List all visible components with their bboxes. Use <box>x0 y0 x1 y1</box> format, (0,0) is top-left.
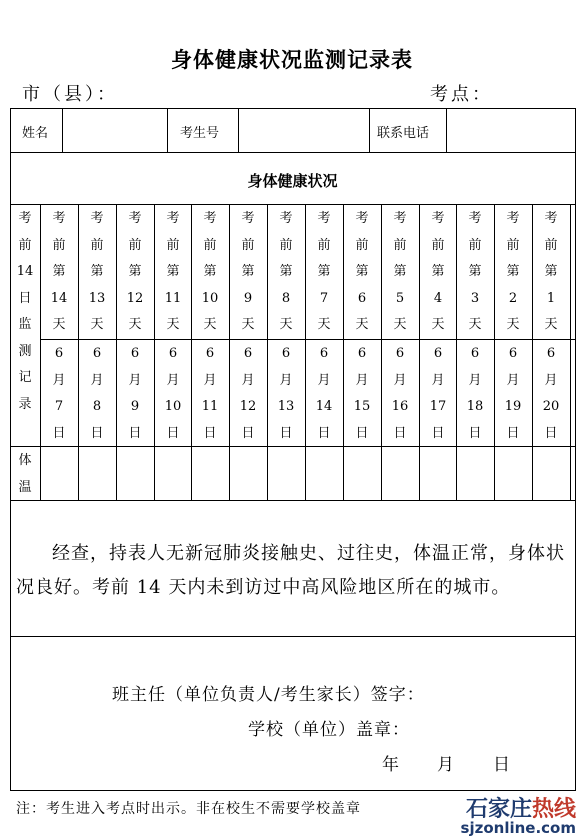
temperature-entry-cell[interactable] <box>229 447 267 500</box>
date-cell: 6 月 15 日 <box>353 346 371 441</box>
date-cell: 6 月 17 日 <box>429 346 447 441</box>
row-divider <box>10 636 576 637</box>
temperature-entry-cell[interactable] <box>40 447 78 500</box>
temperature-entry-cell[interactable] <box>191 447 229 500</box>
date-cell: 6 月 7 日 <box>52 346 66 441</box>
phone-label: 联系电话 <box>377 126 430 141</box>
day-label-cell: 考 前 第 3 天 <box>468 211 482 332</box>
date-day-label: 日 <box>493 755 510 775</box>
table-top-border <box>10 108 576 109</box>
cell-divider <box>238 108 239 152</box>
cell-divider <box>167 108 168 152</box>
day-label-cell: 考 前 第 7 天 <box>317 211 331 332</box>
cell-divider <box>369 108 370 152</box>
temperature-entry-cell[interactable] <box>456 447 494 500</box>
day-label-cell: 考 前 第 14 天 <box>50 211 68 332</box>
temperature-entry-cell[interactable] <box>419 447 457 500</box>
footnote: 注：考生进入考点时出示。非在校生不需要学校盖章 <box>16 801 361 817</box>
signature-label: 班主任（单位负责人/考生家长）签字： <box>112 685 425 705</box>
date-cell: 6 月 8 日 <box>90 346 104 441</box>
row-header-days: 考 前 14 日 监 测 记 录 <box>16 211 34 412</box>
day-label-cell: 考 前 第 5 天 <box>393 211 407 332</box>
health-statement: 经查，持表人无新冠肺炎接触史、过往史，体温正常，身体状况良好。考前 14 天内未到访过中高风险地区所在的城市。 <box>16 543 565 598</box>
temperature-entry-cell[interactable] <box>532 447 570 500</box>
table-right-border <box>575 108 576 790</box>
name-label: 姓名 <box>22 126 49 141</box>
cell-divider <box>446 108 447 152</box>
exam-number-label: 考生号 <box>180 126 220 141</box>
date-month-label: 月 <box>437 755 454 775</box>
school-seal-label: 学校（单位）盖章： <box>248 720 410 740</box>
row-header-temperature: 体 温 <box>18 453 32 495</box>
date-year-label: 年 <box>382 755 399 775</box>
table-bottom-border <box>10 790 576 791</box>
date-cell: 6 月 13 日 <box>277 346 295 441</box>
temperature-entry-cell[interactable] <box>154 447 192 500</box>
row-divider <box>10 500 576 501</box>
temperature-entry-cell[interactable] <box>116 447 154 500</box>
cell-divider <box>62 108 63 152</box>
temperature-entry-cell[interactable] <box>267 447 305 500</box>
city-label: 市（县）： <box>22 84 118 105</box>
day-label-cell: 考 前 第 12 天 <box>126 211 144 332</box>
day-label-cell: 考 前 第 2 天 <box>506 211 520 332</box>
temperature-entry-cell[interactable] <box>494 447 532 500</box>
date-cell: 6 月 14 日 <box>315 346 333 441</box>
date-cell: 6 月 10 日 <box>164 346 182 441</box>
temperature-entry-cell[interactable] <box>305 447 343 500</box>
day-label-cell: 考 前 第 9 天 <box>241 211 255 332</box>
day-label-cell: 考 前 第 1 天 <box>544 211 558 332</box>
day-label-cell: 考 前 第 8 天 <box>279 211 293 332</box>
date-cell: 6 月 18 日 <box>466 346 484 441</box>
page-title: 身体健康状况监测记录表 <box>171 47 413 72</box>
exam-site-label: 考点： <box>430 84 493 105</box>
row-divider <box>40 339 576 340</box>
date-cell: 6 月 9 日 <box>128 346 142 441</box>
day-label-cell: 考 前 第 4 天 <box>431 211 445 332</box>
row-divider <box>10 152 576 153</box>
site-watermark-logo: 石家庄热线 sjzonline.com <box>460 797 576 837</box>
day-label-cell: 考 前 第 6 天 <box>355 211 369 332</box>
day-label-cell: 考 前 第 11 天 <box>164 211 182 332</box>
section-title: 身体健康状况 <box>247 172 338 190</box>
row-divider <box>10 204 576 205</box>
date-cell: 6 月 20 日 <box>542 346 560 441</box>
date-cell: 6 月 12 日 <box>239 346 257 441</box>
day-column-divider <box>570 204 571 500</box>
date-cell: 6 月 11 日 <box>201 346 219 441</box>
day-label-cell: 考 前 第 13 天 <box>88 211 106 332</box>
date-cell: 6 月 16 日 <box>391 346 409 441</box>
temperature-entry-cell[interactable] <box>78 447 116 500</box>
temperature-entry-cell[interactable] <box>381 447 419 500</box>
date-cell: 6 月 19 日 <box>504 346 522 441</box>
day-label-cell: 考 前 第 10 天 <box>201 211 219 332</box>
temperature-entry-cell[interactable] <box>343 447 381 500</box>
